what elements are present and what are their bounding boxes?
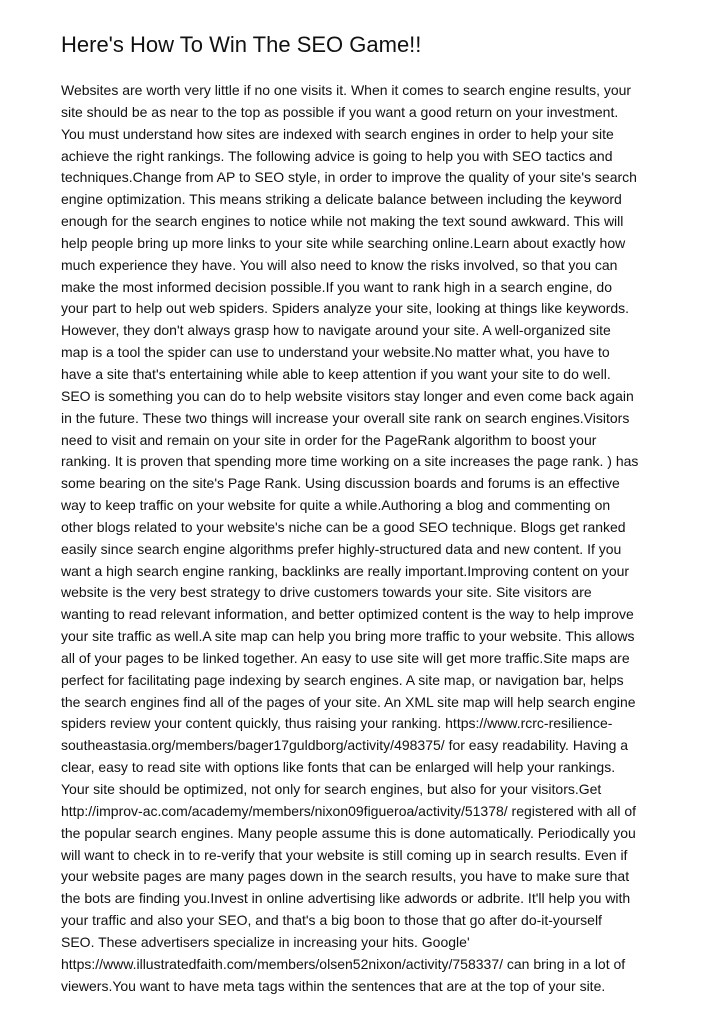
body-text-line: SEO is something you can do to help website visitors stay longer and even come back again: [61, 387, 634, 404]
body-text-line: achieve the right rankings. The following advice is going to help you with SEO tactics and: [61, 147, 613, 164]
body-text-line: way to keep traffic on your website for quite a while.Authoring a blog and commenting on: [61, 497, 611, 514]
body-text-line: your website pages are many pages down in the search results, you have to make sure that: [61, 868, 630, 885]
body-text-line: all of your pages to be linked together. An easy to use site will get more traffic.Site maps are: [61, 649, 630, 666]
body-text-line: southeastasia.org/members/bager17guldborg/activity/498375/ for easy readability. Having a: [61, 737, 629, 754]
body-text-line: other blogs related to your website's niche can be a good SEO technique. Blogs get ranked: [61, 518, 626, 535]
body-text-line: want a high search engine ranking, backlinks are really important.Improving content on your: [61, 562, 630, 579]
body-text-line: https://www.illustratedfaith.com/members/olsen52nixon/activity/758337/ can bring in a lot of: [61, 955, 626, 972]
body-text-line: You must understand how sites are indexed with search engines in order to help your site: [61, 125, 614, 142]
body-text-line: clear, easy to read site with options like fonts that can be enlarged will help your rankings.: [61, 759, 616, 776]
body-text-line: website is the very best strategy to drive customers towards your site. Site visitors are: [61, 584, 592, 601]
body-text-line: engine optimization. This means striking a delicate balance between including the keyword: [61, 191, 622, 208]
body-text-line: some bearing on the site's Page Rank. Using discussion boards and forums is an effective: [61, 475, 620, 492]
body-text-line: your part to help out web spiders. Spiders analyze your site, looking at things like keywords.: [61, 300, 630, 317]
body-text-line: http://improv-ac.com/academy/members/nixon09figueroa/activity/51378/ registered with all of: [61, 802, 637, 819]
body-text-line: help people bring up more links to your site while searching online.Learn about exactly how: [61, 234, 626, 251]
body-text-line: site should be as near to the top as possible if you want a good return on your investment.: [61, 103, 619, 120]
body-text-line: the popular search engines. Many people assume this is done automatically. Periodically you: [61, 824, 636, 841]
body-text-line: However, they don't always grasp how to navigate around your site. A well-organized site: [61, 322, 611, 339]
body-text-line: easily since search engine algorithms prefer highly-structured data and new content. If you: [61, 540, 622, 557]
body-text-line: need to visit and remain on your site in order for the PageRank algorithm to boost your: [61, 431, 597, 448]
body-text-line: your site traffic as well.A site map can help you bring more traffic to your website. This allows: [61, 628, 635, 645]
body-text-line: SEO. These advertisers specialize in increasing your hits. Google': [61, 933, 470, 950]
document-title: Here's How To Win The SEO Game!!: [61, 32, 422, 57]
body-text-line: spiders review your content quickly, thus raising your ranking. https://www.rcrc-resilience-: [61, 715, 613, 732]
body-text-line: ranking. It is proven that spending more time working on a site increases the page rank. ) has: [61, 453, 639, 470]
body-text-line: have a site that's entertaining while able to keep attention if you want your site to do well.: [61, 365, 611, 382]
body-text-line: perfect for facilitating page indexing by search engines. A site map, or navigation bar, helps: [61, 671, 624, 688]
body-text-line: in the future. These two things will increase your overall site rank on search engines.Visitors: [61, 409, 630, 426]
body-text-line: viewers.You want to have meta tags within the sentences that are at the top of your site.: [61, 977, 606, 994]
body-text-line: techniques.Change from AP to SEO style, in order to improve the quality of your site's search: [61, 169, 637, 186]
body-text-line: wanting to read relevant information, and better optimized content is the way to help improve: [61, 606, 634, 623]
body-text-line: Your site should be optimized, not only for search engines, but also for your visitors.Get: [61, 781, 602, 797]
body-text-line: the search engines find all of the pages of your site. An XML site map will help search engine: [61, 693, 636, 710]
body-text-line: Websites are worth very little if no one visits it. When it comes to search engine results, your: [61, 82, 632, 98]
body-text-line: the bots are finding you.Invest in online advertising like adwords or adbrite. It'll help you with: [61, 890, 631, 907]
body-text-line: will want to check in to re-verify that your website is still coming up in search results. Even if: [61, 846, 628, 863]
body-text-line: much experience they have. You will also need to know the risks involved, so that you can: [61, 256, 618, 273]
body-text-line: make the most informed decision possible.If you want to rank high in a search engine, do: [61, 278, 612, 295]
body-text-line: map is a tool the spider can use to understand your website.No matter what, you have to: [61, 344, 610, 361]
body-text-line: your traffic and also your SEO, and that's a big boon to those that go after do-it-yourself: [61, 912, 602, 929]
body-text-line: enough for the search engines to notice while not making the text sound awkward. This will: [61, 213, 624, 230]
document-body: [61, 80, 701, 997]
